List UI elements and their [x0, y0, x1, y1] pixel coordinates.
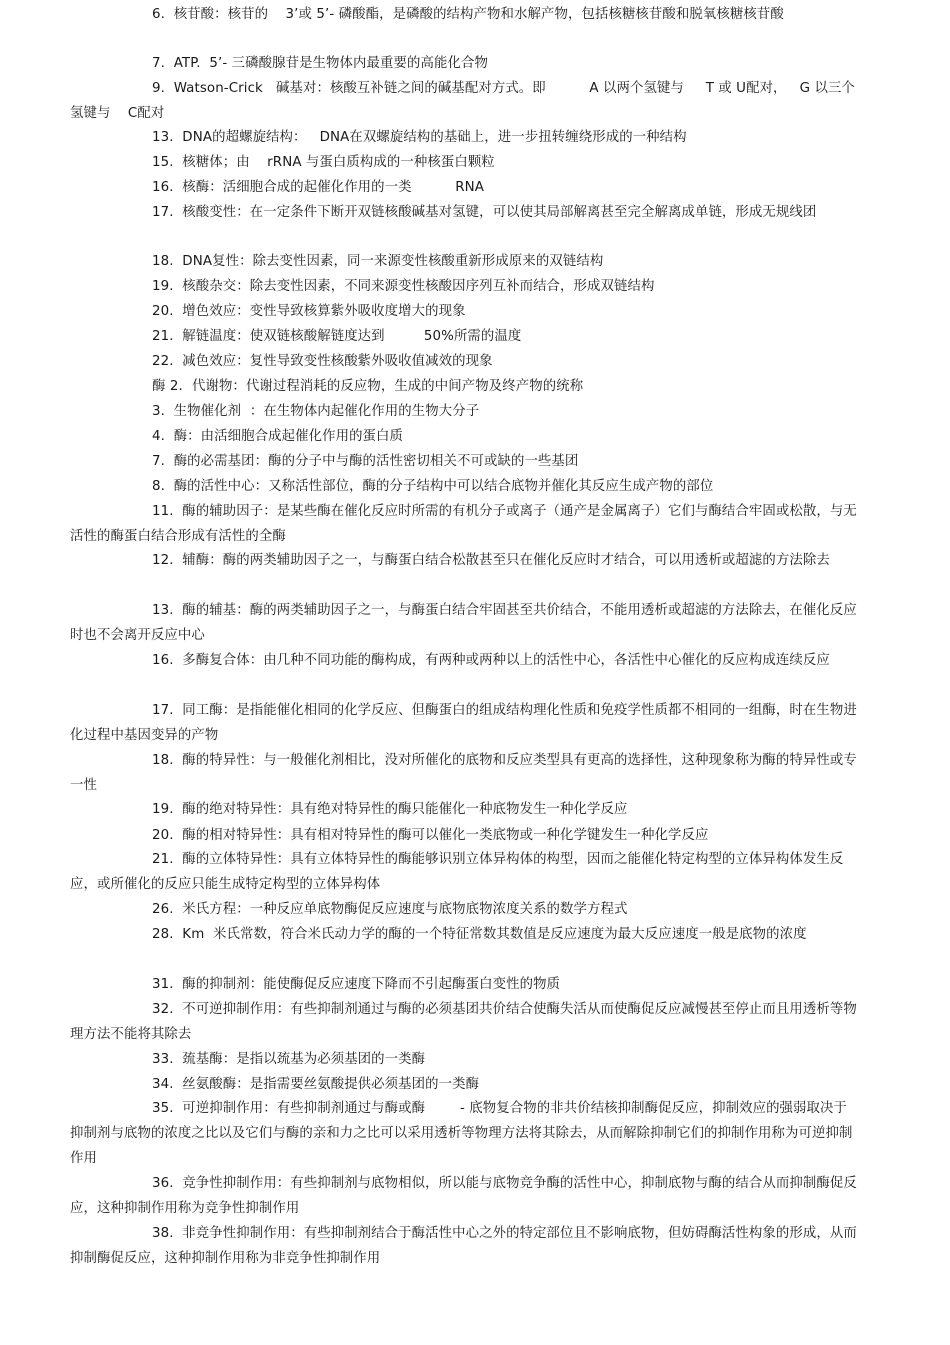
- paragraph-22-hypochromic: 22. 减色效应：复性导致变性核酸紫外吸收值减效的现象: [152, 354, 493, 369]
- paragraph-32-irreversible-inhibition: 32. 不可逆抑制作用：有些抑制剂通过与酶的必须基团共价结合使酶失活从而使酶促反应减慢甚至停止而且用透析等物理方法不能将其除去: [70, 1002, 857, 1042]
- paragraph-20-hyperchromic: 20. 增色效应：变性导致核算紫外吸收度增大的现象: [152, 304, 466, 319]
- paragraph-11-cofactor: 11. 酶的辅助因子：是某些酶在催化反应时所需的有机分子或离子（通产是金属离子）它们与酶结合牢固或松散，与无活性的酶蛋白结合形成有活性的全酶: [70, 504, 857, 544]
- paragraph-4-enzyme: 4. 酶：由活细胞合成起催化作用的蛋白质: [152, 429, 404, 444]
- paragraph-12-coenzyme: 12. 辅酶：酶的两类辅助因子之一，与酶蛋白结合松散甚至只在催化反应时才结合，可以用透析或超滤的方法除去: [152, 553, 830, 568]
- paragraph-26-michaelis-equation: 26. 米氏方程：一种反应单底物酶促反应速度与底物底物浓度关系的数学方程式: [152, 902, 628, 917]
- paragraph-17-denaturation: 17. 核酸变性：在一定条件下断开双链核酸碱基对氢键，可以使其局部解离甚至完全解离成单链，形成无规线团: [152, 205, 817, 220]
- paragraph-33-thiol-enzyme: 33. 巯基酶：是指以巯基为必须基团的一类酶: [152, 1052, 426, 1067]
- paragraph-3-biocatalyst: 3. 生物催化剂 ：在生物体内起催化作用的生物大分子: [152, 404, 480, 419]
- paragraph-17-isozyme: 17. 同工酶：是指能催化相同的化学反应、但酶蛋白的组成结构理化性质和免疫学性质都不相同的一组酶，时在生物进化过程中基因变异的产物: [70, 703, 857, 743]
- paragraph-34-serine-enzyme: 34. 丝氨酸酶：是指需要丝氨酸提供必须基团的一类酶: [152, 1077, 480, 1092]
- paragraph-20-relative-specificity: 20. 酶的相对特异性：具有相对特异性的酶可以催化一类底物或一种化学键发生一种化学反应: [152, 828, 709, 843]
- paragraph-21-stereospecificity: 21. 酶的立体特异性：具有立体特异性的酶能够识别立体异构体的构型，因而之能催化特定构型的立体异构体发生反应，或所催化的反应只能生成特定构型的立体异构体: [70, 852, 844, 892]
- paragraph-8-active-center: 8. 酶的活性中心：又称活性部位，酶的分子结构中可以结合底物并催化其反应生成产物的部位: [152, 479, 714, 494]
- paragraph-7-atp: 7. ATP. 5’- 三磷酸腺苷是生物体内最重要的高能化合物: [152, 56, 488, 71]
- paragraph-35-reversible-inhibition: 35. 可逆抑制作用：有些抑制剂通过与酶或酶 - 底物复合物的非共价结核抑制酶促反应，抑制效应的强弱取决于抑制剂与底物的浓度之比以及它们与酶的亲和力之比可以采用透析等物理方法将其除去，从而解除抑制它们的抑制作用称为可逆抑制作用: [70, 1101, 853, 1166]
- paragraph-28-km: 28. Km 米氏常数，符合米氏动力学的酶的一个特征常数其数值是反应速度为最大反应速度一般是底物的浓度: [152, 927, 807, 942]
- paragraph-enzyme-2-metabolite: 酶 2．代谢物：代谢过程消耗的反应物，生成的中间产物及终产物的统称: [152, 379, 584, 394]
- paragraph-13-supercoil: 13. DNA的超螺旋结构： DNA在双螺旋结构的基础上，进一步扭转缠绕形成的一种结构: [152, 130, 687, 145]
- paragraph-21-melting-temp: 21. 解链温度：使双链核酸解链度达到 50%所需的温度: [152, 329, 522, 344]
- paragraph-9-watson-crick: 9. Watson-Crick 碱基对：核酸互补链之间的碱基配对方式。即 A 以两个氢键与 T 或 U配对， G 以三个氢键与 C配对: [70, 81, 855, 121]
- paragraph-19-absolute-specificity: 19. 酶的绝对特异性：具有绝对特异性的酶只能催化一种底物发生一种化学反应: [152, 802, 628, 817]
- paragraph-6-nucleotide: 6. 核苷酸：核苷的 3’或 5’- 磷酸酯，是磷酸的结构产物和水解产物，包括核糖核苷酸和脱氧核糖核苷酸: [152, 7, 784, 22]
- paragraph-38-noncompetitive-inhibition: 38. 非竞争性抑制作用：有些抑制剂结合于酶活性中心之外的特定部位且不影响底物，但妨碍酶活性构象的形成，从而抑制酶促反应，这种抑制作用称为非竞争性抑制作用: [70, 1226, 857, 1266]
- paragraph-18-specificity: 18. 酶的特异性：与一般催化剂相比，没对所催化的底物和反应类型具有更高的选择性，这种现象称为酶的特异性或专一性: [70, 753, 857, 793]
- paragraph-16-ribozyme: 16. 核酶：活细胞合成的起催化作用的一类 RNA: [152, 180, 484, 195]
- paragraph-18-renaturation: 18. DNA复性：除去变性因素，同一来源变性核酸重新形成原来的双链结构: [152, 254, 604, 269]
- paragraph-16-multienzyme-complex: 16. 多酶复合体：由几种不同功能的酶构成，有两种或两种以上的活性中心，各活性中心催化的反应构成连续反应: [152, 653, 830, 668]
- paragraph-36-competitive-inhibition: 36. 竞争性抑制作用：有些抑制剂与底物相似，所以能与底物竞争酶的活性中心，抑制底物与酶的结合从而抑制酶促反应，这种抑制作用称为竞争性抑制作用: [70, 1176, 857, 1216]
- paragraph-31-inhibitor: 31. 酶的抑制剂：能使酶促反应速度下降而不引起酶蛋白变性的物质: [152, 977, 561, 992]
- paragraph-15-ribosome: 15. 核糖体；由 rRNA 与蛋白质构成的一种核蛋白颗粒: [152, 155, 495, 170]
- paragraph-7-essential-group: 7. 酶的必需基团：酶的分子中与酶的活性密切相关不可或缺的一些基团: [152, 454, 579, 469]
- paragraph-13-prosthetic-group: 13. 酶的辅基：酶的两类辅助因子之一，与酶蛋白结合牢固甚至共价结合，不能用透析或超滤的方法除去，在催化反应时也不会离开反应中心: [70, 603, 857, 643]
- paragraph-19-hybridization: 19. 核酸杂交：除去变性因素，不同来源变性核酸因序列互补而结合，形成双链结构: [152, 279, 655, 294]
